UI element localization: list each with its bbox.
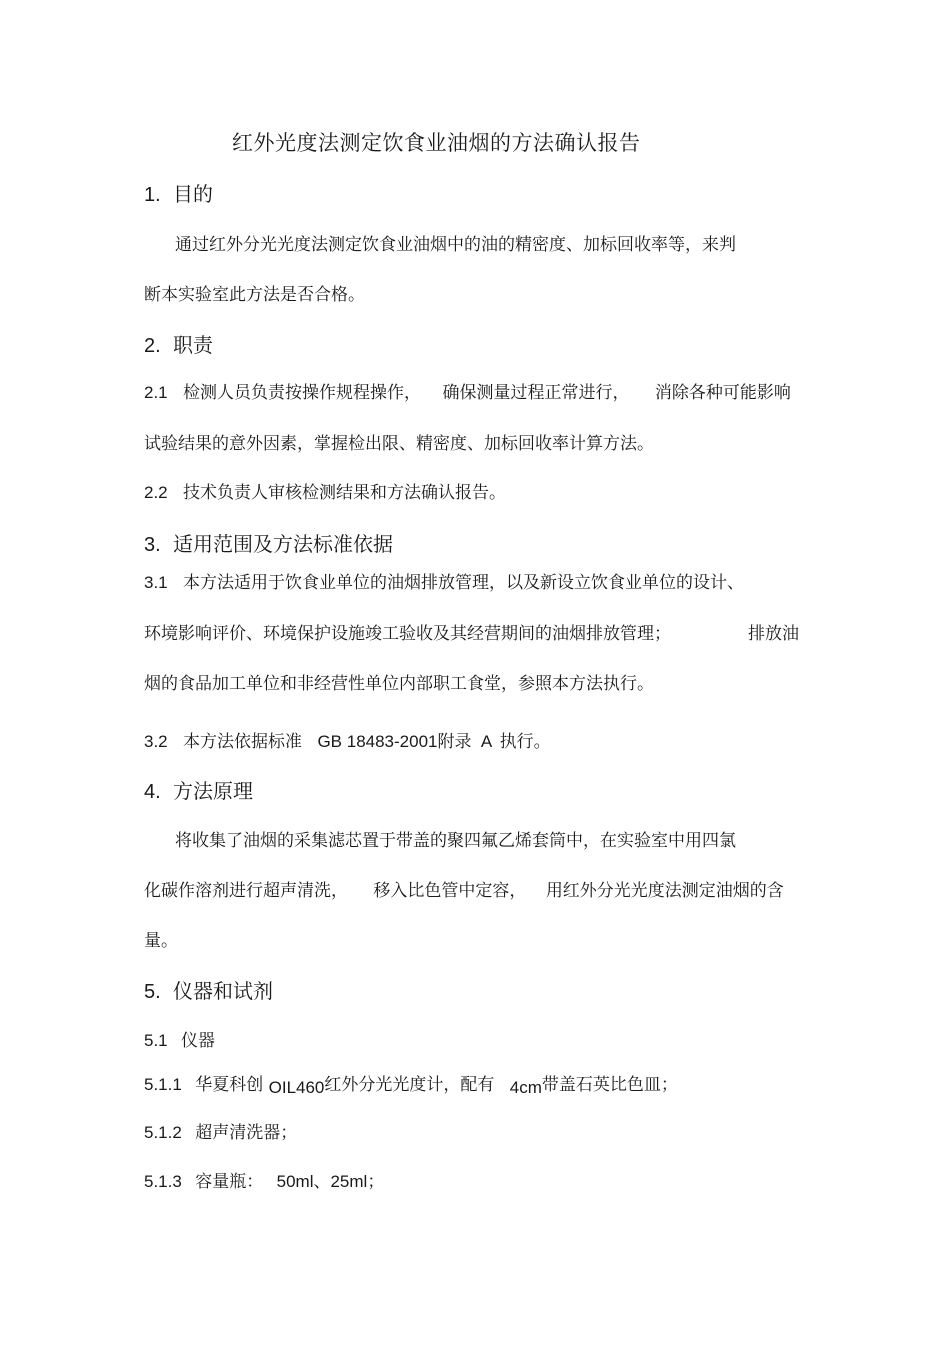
item-number: 5.1 <box>144 1031 168 1050</box>
model-code: OIL460 <box>268 1078 325 1097</box>
item-3-1-line-3: 烟的食品加工单位和非经营性单位内部职工食堂，参照本方法执行。 <box>144 674 654 694</box>
paragraph-line: 通过红外分光光度法测定饮食业油烟中的油的精密度、加标回收率等，来判 <box>175 235 736 255</box>
item-text: 红外分光光度计，配有 <box>324 1075 495 1095</box>
paragraph-text: 移入比色管中定容， <box>373 881 527 901</box>
section-2-heading <box>144 332 213 359</box>
item-number: 3.1 <box>144 573 168 592</box>
section-title: 职责 <box>173 333 214 357</box>
item-3-2 <box>144 731 551 753</box>
item-5-1-1 <box>144 1074 678 1096</box>
volume-values: 50ml、25ml； <box>276 1172 385 1191</box>
item-2-1-line-1 <box>144 382 791 404</box>
item-text: 确保测量过程正常进行， <box>442 383 630 403</box>
item-text: 仪器 <box>181 1031 216 1051</box>
item-3-1-line-1 <box>144 572 744 594</box>
item-2-2 <box>144 482 506 504</box>
section-1-heading <box>144 181 213 208</box>
item-5-1 <box>144 1030 215 1052</box>
item-text: 本方法适用于饮食业单位的油烟排放管理，以及新设立饮食业单位的设计、 <box>183 573 745 593</box>
section-number: 5. <box>144 981 161 1003</box>
section-4-heading <box>144 778 253 805</box>
item-text: 本方法依据标准 <box>183 732 303 752</box>
section-title: 仪器和试剂 <box>173 979 274 1003</box>
paragraph-text: 化碳作溶剂进行超声清洗， <box>144 881 348 901</box>
item-text: 检测人员负责按操作规程操作， <box>183 383 422 403</box>
section-title: 适用范围及方法标准依据 <box>173 532 394 556</box>
paragraph-line <box>144 880 784 902</box>
section-3-heading <box>144 531 393 558</box>
section-5-heading <box>144 978 273 1005</box>
paragraph-text: 用红外分光光度法测定油烟的含 <box>545 881 784 901</box>
item-number: 5.1.3 <box>144 1172 182 1191</box>
section-number: 3. <box>144 534 161 556</box>
item-number: 2.1 <box>144 383 168 402</box>
item-text: 技术负责人审核检测结果和方法确认报告。 <box>183 483 507 503</box>
paragraph-line: 将收集了油烟的采集滤芯置于带盖的聚四氟乙烯套筒中，在实验室中用四氯 <box>175 831 736 851</box>
paragraph-line: 断本实验室此方法是否合格。 <box>144 285 365 305</box>
section-number: 4. <box>144 781 161 803</box>
size-value: 4cm <box>509 1078 542 1097</box>
item-text: 附录 <box>437 732 472 752</box>
item-text: 消除各种可能影响 <box>654 383 791 403</box>
item-text: 执行。 <box>499 732 551 752</box>
document-title: 红外光度法测定饮食业油烟的方法确认报告 <box>232 131 641 155</box>
section-title: 方法原理 <box>173 779 254 803</box>
item-number: 3.2 <box>144 732 168 751</box>
item-number: 5.1.2 <box>144 1123 182 1142</box>
section-number: 2. <box>144 335 161 357</box>
item-text: 超声清洗器； <box>195 1123 298 1143</box>
item-text: 带盖石英比色皿； <box>541 1075 678 1095</box>
item-3-1-line-2-end: 排放油 <box>748 624 799 644</box>
paragraph-line: 量。 <box>144 931 178 951</box>
item-text: 环境影响评价、环境保护设施竣工验收及其经营期间的油烟排放管理； <box>144 624 671 644</box>
item-text: 容量瓶： <box>195 1172 264 1192</box>
item-number: 5.1.1 <box>144 1075 182 1094</box>
item-text: 华夏科创 <box>195 1075 264 1095</box>
item-3-1-line-2 <box>144 623 671 645</box>
appendix-letter: A <box>480 732 493 751</box>
item-2-1-line-2: 试验结果的意外因素，掌握检出限、精密度、加标回收率计算方法。 <box>144 434 654 454</box>
item-5-1-3 <box>144 1171 384 1193</box>
item-5-1-2 <box>144 1122 297 1144</box>
section-number: 1. <box>144 184 161 206</box>
item-number: 2.2 <box>144 483 168 502</box>
standard-code: GB 18483-2001 <box>317 732 438 751</box>
section-title: 目的 <box>173 182 214 206</box>
